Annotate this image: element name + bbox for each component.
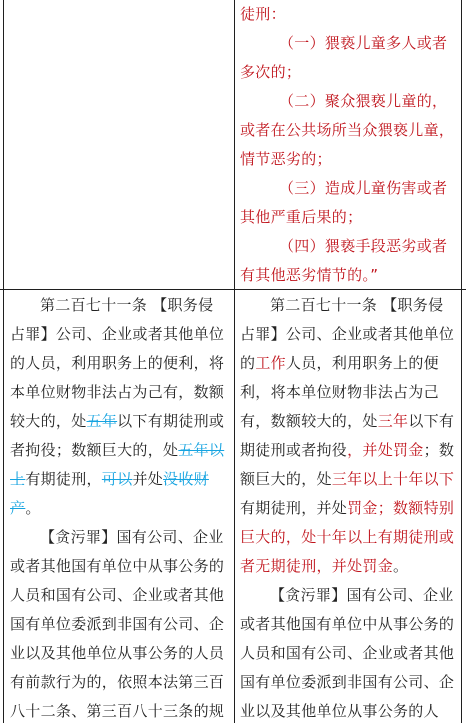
text-run: 。 [25,499,41,517]
table-column-divider [234,0,235,723]
old-embezzlement-paragraph: 【贪污罪】国有公司、企业或者其他国有单位中从事公务的人员和国有公司、企业或者其他国有单位委派到非国有公司、企业以及其他单位从事公务的人员有前款行为的，依照本法第三百八十二条、第三百八十三条的规 [10,528,225,720]
text-run: 。 [393,557,409,575]
text-run: 第二百七十一条 【职务侵占罪】公司、企业或者其他单位的 [240,296,455,372]
deleted-text: 没收财产 [10,470,209,517]
text-run: 以下有期徒刑或者拘役；数额巨大的，处 [10,412,225,459]
inserted-text: 三年 [377,412,409,430]
table-border-right [461,0,462,723]
inserted-text: ，并处罚金 [347,441,424,459]
inserted-text: 工作 [255,354,286,372]
new-embezzlement-paragraph: 【贪污罪】国有公司、企业或者其他国有单位中从事公务的人员和国有公司、企业或者其他国有单位委派到非国有公司、企业以及其他单位从事公务的人 [240,586,455,720]
list-item: （三）造成儿童伤害或者其他严重后果的； [240,179,448,226]
text-run: 以下有期徒刑或者拘役 [240,412,455,459]
text-run: 第二百七十一条 【职务侵占罪】公司、企业或者其他单位的人员，利用职务上的便利，将本单位财物非法占为己有，数额较大的，处 [10,296,225,430]
text-line: 徒刑： [240,5,286,23]
list-item: （一）猥亵儿童多人或者多次的； [240,34,448,81]
new-article-paragraph [240,291,456,581]
deleted-text: 五年以上 [10,441,225,488]
text-run: 并处 [132,470,164,488]
deleted-text: 五年 [86,412,118,430]
text-run: 人员，利用职务上的便利，将本单位财物非法占为己有，数额较大的，处 [240,354,439,430]
inserted-text: 三年以上十年以下 [331,470,455,488]
text-run: 有期徒刑，并处 [240,499,348,517]
cell-right-top [240,0,456,288]
deleted-text: 可以 [101,470,133,488]
list-item: （四）猥亵手段恶劣或者有其他恶劣情节的。” [240,237,448,284]
text-run: ；数额巨大的，处 [240,441,455,488]
list-item: （二）聚众猥亵儿童的，或者在公共场所当众猥亵儿童，情节恶劣的； [240,92,455,168]
old-article-paragraph [10,291,228,523]
table-border-left [3,0,4,723]
cell-right-bottom [240,289,456,725]
text-run: 有期徒刑， [25,470,102,488]
cell-left-top [5,0,233,288]
cell-left-bottom [10,289,228,725]
inserted-text: 罚金；数额特别巨大的，处十年以上有期徒刑或者无期徒刑，并处罚金 [240,499,455,575]
